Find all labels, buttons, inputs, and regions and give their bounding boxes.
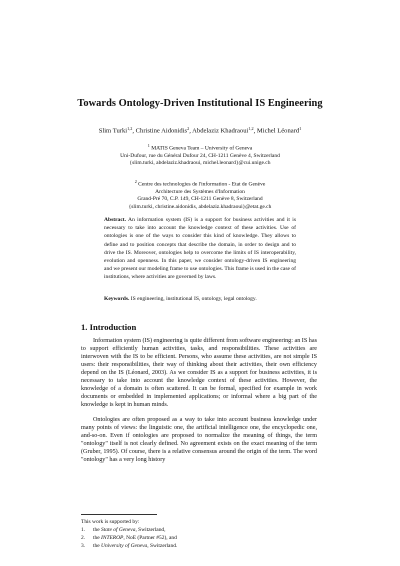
affiliation-emails: {slim.turki, christine.aidonidis, abdelaziz.khadraoui}@etat.ge.ch <box>128 203 272 210</box>
affiliation-name: Centre des technologies de l'information - Etat de Genève <box>136 181 266 188</box>
footnote-item-text: , NoE (Partner #52), and <box>123 535 177 542</box>
footnote-item-text: the <box>93 543 102 550</box>
body-paragraph: Ontologies are often proposed as a way to take into account business knowledge under many points of views: the linguistic one, the artificial intelligence one, the encyclopedic one, and-so-on. Even if ontologies are proposed to normalize the meaning of things, the term "ontology" itself is not clearly defined. No agreement exists on the exact meaning of the term (Gruber, 1995). Of course, there is a relative consensus around the origin of the term. The word "ontology" has a very long history <box>81 417 317 464</box>
affiliation-department: Architecture des Systèmes d'Information <box>155 188 245 195</box>
footnote-item <box>81 542 177 550</box>
footnote-item-number: 2. <box>81 535 86 542</box>
author-name: , Christine Aidonidis <box>132 127 188 135</box>
footnote-item-number: 3. <box>81 543 86 550</box>
author-name: Slim Turki <box>98 127 128 135</box>
keywords <box>104 296 304 302</box>
abstract <box>104 216 296 282</box>
footnote-item-emphasis: State of Geneva <box>101 527 136 534</box>
affiliation-address: Uni-Dufour, rue du Général Dufour 24, CH-1211 Genève 4, Switzerland <box>120 152 280 159</box>
footnote-item-number: 1. <box>81 527 86 534</box>
author-affiliation-mark: 1 <box>299 126 302 131</box>
paper-title: Towards Ontology-Driven Institutional IS Engineering <box>77 98 323 109</box>
author-affiliation-mark: 1,2 <box>248 126 254 131</box>
author-name: , Abdelaziz Khadraoui <box>189 127 249 135</box>
footnote-item-text: , Switzerland, <box>135 527 166 534</box>
affiliation-mark: 1 <box>147 143 150 148</box>
affiliation-address: Grand-Pré 70, C.P. 149, CH-1211 Genève 8, Switzerland <box>137 196 263 203</box>
footnote-item-emphasis: INTEROP <box>101 535 124 542</box>
author-affiliation-mark: 2 <box>187 126 190 131</box>
abstract-label: Abstract. <box>104 217 127 223</box>
footnote-item <box>81 534 177 542</box>
keywords-text: IS engineering, institutional IS, ontology, legal ontology. <box>129 296 257 302</box>
footnote <box>81 518 177 550</box>
section-heading: 1. Introduction <box>81 322 137 332</box>
footnote-intro: This work is supported by: <box>81 519 140 525</box>
affiliation-block-1 <box>0 142 400 168</box>
keywords-label: Keywords. <box>104 296 130 302</box>
author-list <box>0 126 400 135</box>
footnote-item-text: the <box>93 535 102 542</box>
body-paragraph: Information system (IS) engineering is quite different from software engineering: an IS has to support efficiently human activities, tasks, and responsibilities. These activities are interwoven with the IS to be efficient. Persons, who assume these activities, are not simple IS users: their responsibilities, their way of thinking about their activities, their own efficiency depend on the IS (Léonard, 2003). As we consider IS as a support for business activities, it is necessary to take into account the knowledge context of these activities. However, the knowledge of a domain is often scattered. It can be formal, specified for example in work documents or embedded in implemented applications; or informal where a big part of the knowledge is kept in human minds. <box>81 338 317 409</box>
footnote-item-text: the <box>93 527 102 534</box>
affiliation-name: MATIS Geneva Team – University of Geneva <box>149 145 253 152</box>
footnote-item-emphasis: University of Geneva <box>101 543 148 550</box>
affiliation-block-2 <box>0 178 400 211</box>
abstract-text: An information system (IS) is a support for business activities and it is necessary to take into account the knowledge context of these activities. Use of ontologies is one of the ways to consider this kind of knowledge. They allows to define and to position concepts that describe the domain, in order to design and to drive the IS. Moreover, ontologies help to overcome the limits of IS interoperability, evolution and openness. In this paper, we consider ontology-driven IS engineering and we present our modeling frame to use ontologies. This frame is used in the case of institutions, where activities are governed by laws. <box>104 217 296 281</box>
footnote-item <box>81 526 177 534</box>
affiliation-mark: 2 <box>134 179 137 184</box>
footnote-item-text: , Switzerland. <box>147 543 178 550</box>
affiliation-emails: {slim.turki, abdelaziz.khadraoui, michel.leonard}@cui.unige.ch <box>129 160 271 167</box>
author-affiliation-mark: 1,2 <box>127 126 133 131</box>
author-name: , Michel Léonard <box>253 127 300 135</box>
footnote-divider <box>81 514 157 515</box>
